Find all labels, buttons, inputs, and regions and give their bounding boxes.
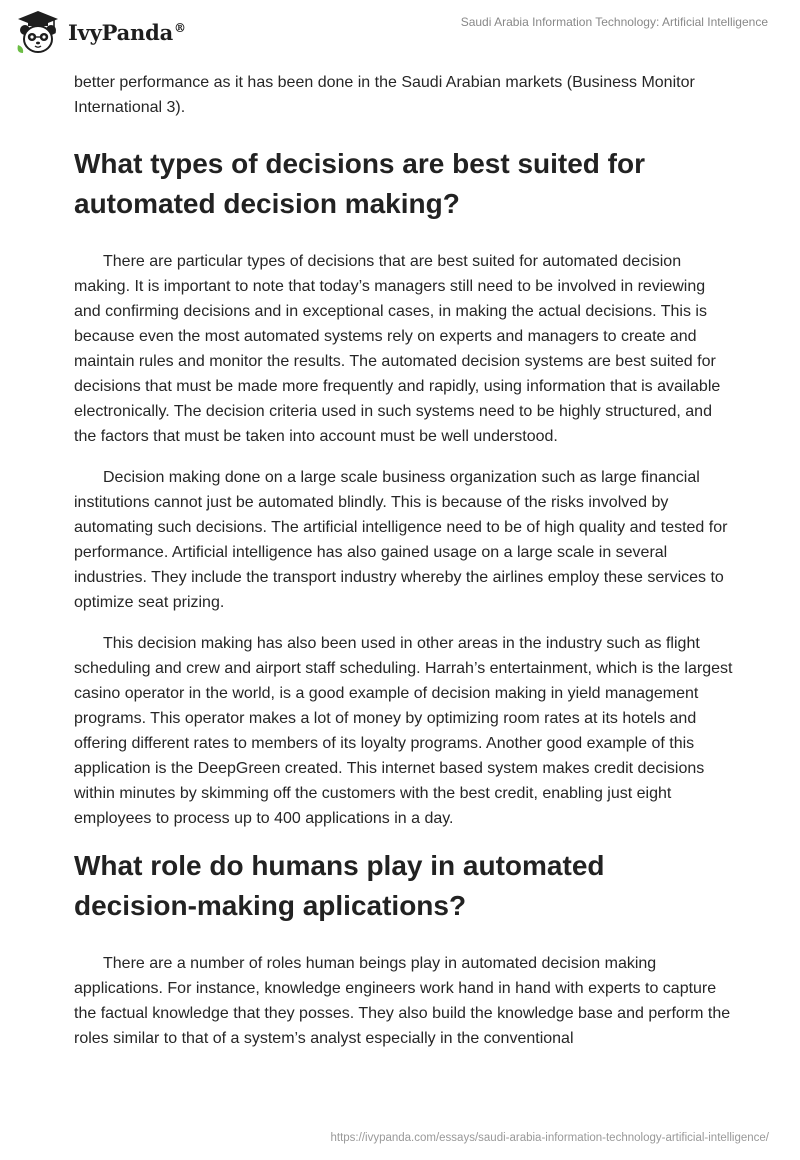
body-paragraph: Decision making done on a large scale business organization such as large financial institutions cannot just be automated blindly. This is because of the risks involved by automating such decisions. The artificial intelligence need to be of high quality and tested for performance. Artificial intelligence has also gained usage on a large scale in several industries. They include the transport industry whereby the airlines employ these services to optimize seat prizing. bbox=[74, 469, 728, 611]
source-url-link[interactable]: https://ivypanda.com/essays/saudi-arabia-information-technology-artificial-intelligence/ bbox=[330, 1132, 769, 1144]
panda-graduate-icon bbox=[14, 9, 62, 55]
section-heading-human-roles: What role do humans play in automated decision-making aplications? bbox=[74, 850, 605, 921]
logo-wordmark: IvyPanda® bbox=[68, 19, 186, 45]
body-paragraph: There are a number of roles human beings play in automated decision making applications. For instance, knowledge engineers work hand in hand with experts to capture the factual knowledge that they posses. They also build the knowledge base and perform the roles similar to that of a system’s analyst especially in the conventional bbox=[74, 955, 731, 1047]
ivypanda-logo[interactable] bbox=[14, 8, 186, 56]
section-heading-decision-types: What types of decisions are best suited for automated decision making? bbox=[74, 148, 646, 219]
body-paragraph: This decision making has also been used in other areas in the industry such as flight scheduling and crew and airport staff scheduling. Harrah’s entertainment, which is the largest casino operator in the world, is a good example of decision making in yield management programs. This operator makes a lot of money by optimizing room rates at its hotels and offering different rates to members of its loyalty programs. Another good example of this application is the DeepGreen created. This internet based system makes credit decisions within minutes by skimming off the customers with the best credit, enabling just eight employees to process up to 400 applications in a day. bbox=[74, 635, 733, 827]
page-header bbox=[0, 0, 800, 64]
document-title: Saudi Arabia Information Technology: Artificial Intelligence bbox=[460, 15, 768, 29]
body-paragraph: There are particular types of decisions that are best suited for automated decision making. It is important to note that today’s managers still need to be involved in reviewing and confirming decisions and in exceptional cases, in making the actual decisions. This is because even the most automated systems rely on experts and managers to create and maintain rules and monitor the results. The automated decision systems are best suited for decisions that must be made more frequently and rapidly, using information that is available electronically. The decision criteria used in such systems need to be highly structured, and the factors that must be taken into account must be well understood. bbox=[74, 253, 721, 445]
lead-paragraph: better performance as it has been done in the Saudi Arabian markets (Business Monitor International 3). bbox=[74, 74, 695, 116]
essay-content bbox=[74, 70, 734, 1051]
registered-mark: ® bbox=[174, 20, 186, 35]
